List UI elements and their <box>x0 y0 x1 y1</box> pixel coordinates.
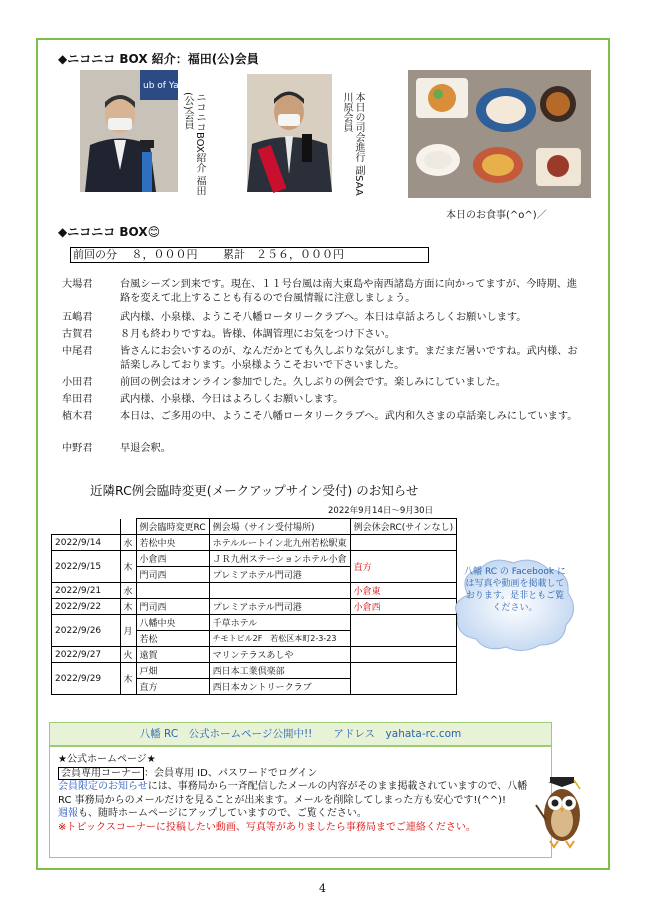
message-name: 中野君 <box>62 443 93 454</box>
club-cell: 直方 <box>136 679 209 695</box>
message-name: 植木君 <box>62 411 93 422</box>
date-cell: 2022/9/14 <box>52 535 121 551</box>
column-header: 例会臨時変更RC <box>136 519 209 535</box>
photo1-caption: ニコニコBOX紹介 福田(公)会員 <box>182 92 205 196</box>
club-cell: 遠賀 <box>136 647 209 663</box>
notice-period: 2022年9月14日～9月30日 <box>328 506 434 516</box>
section2-title: ◆ニコニコ BOX😊 <box>58 225 161 239</box>
sign-text: ub of Yahata <box>143 81 199 91</box>
date-cell: 2022/9/22 <box>52 599 121 615</box>
members-info-label: 会員限定のお知らせ <box>58 781 148 792</box>
day-cell: 木 <box>120 599 136 615</box>
message-text: 武内様、小泉様、ようこそ八幡ロータリークラブへ。本日は卓話よろしくお願いします。 <box>120 312 527 323</box>
place-cell: 西日本カントリークラブ <box>209 679 350 695</box>
members-text: ：会員専用 ID、パスワードでログイン <box>144 767 318 779</box>
photo2-caption: 本日の司会進行 副SAA 川原会員 <box>341 92 364 196</box>
message-name: 五嶋君 <box>62 312 93 323</box>
section1-title: ◆ニコニコ BOX 紹介：福田(公)会員 <box>58 52 259 66</box>
place-cell: チモトビル2F 若松区本町2-3-23 <box>209 631 350 647</box>
report-text: も、随時ホームページにアップしていますので、ご覧ください。 <box>78 808 367 819</box>
photo3-caption: 本日のお食事(^o^)／ <box>446 210 547 221</box>
column-header: 例会場（サイン受付場所) <box>209 519 350 535</box>
day-cell: 水 <box>120 583 136 599</box>
date-cell: 2022/9/21 <box>52 583 121 599</box>
schedule-table <box>51 518 457 695</box>
club-cell: 八幡中央 <box>136 615 209 631</box>
place-cell: ホテルルートイン北九州若松駅東 <box>209 535 350 551</box>
message-row <box>62 278 582 306</box>
message-name: 大場君 <box>62 279 93 290</box>
members-label: 会員専用コーナー <box>58 767 144 780</box>
column-header: 例会休会RC(サインなし) <box>350 519 456 535</box>
message-text: 本日は、ご多用の中、ようこそ八幡ロータリークラブへ。武内和久さまの卓話楽しみにしています。 <box>120 411 578 422</box>
report-label: 週報 <box>58 808 78 819</box>
topics-line: ※トピックスコーナーに投稿したい動画、写真等がありましたら事務局までご連絡ください。 <box>58 821 476 833</box>
photo-meal <box>408 70 591 198</box>
photo-kawahara <box>247 74 332 192</box>
members-info-text: には、事務局から一斉配信したメールの内容がそのまま掲載されていますので、八幡 RC 事務局からのメールだけを見ることが出来ます。メールを削除してしまった方も安心です!(^^)! <box>58 781 528 806</box>
homepage-heading: ★公式ホームページ★ <box>58 754 156 765</box>
report-line <box>58 807 543 821</box>
date-cell: 2022/9/29 <box>52 663 121 695</box>
table-row <box>52 551 457 567</box>
facebook-notice: 八幡 RC の Facebook には写真や動画を掲載しております。是非ともご覧ください。 <box>464 567 566 613</box>
club-cell: 門司西 <box>136 567 209 583</box>
table-row <box>52 647 457 663</box>
members-line <box>58 767 543 781</box>
off-cell: 小倉東 <box>350 583 456 599</box>
off-cell <box>350 647 456 663</box>
place-cell: 西日本工業倶楽部 <box>209 663 350 679</box>
message-name: 牟田君 <box>62 394 93 405</box>
date-cell: 2022/9/15 <box>52 551 121 583</box>
homepage-info-box <box>49 746 552 858</box>
members-info-line <box>58 780 543 807</box>
club-cell: 門司西 <box>136 599 209 615</box>
table-header-row <box>52 519 457 535</box>
message-name: 中尾君 <box>62 346 93 357</box>
club-cell <box>136 583 209 599</box>
day-cell: 火 <box>120 647 136 663</box>
place-cell <box>209 583 350 599</box>
message-text: 皆さんにお会いするのが、なんだかとても久しぶりな気がします。まだまだ暑いですね。武内様、お話楽しみしております。小泉様ようこそおいで下さいました。 <box>120 346 578 371</box>
club-cell: 若松中央 <box>136 535 209 551</box>
off-cell <box>350 535 456 551</box>
club-cell: 小倉西 <box>136 551 209 567</box>
homepage-banner: 八幡 RC 公式ホームページ公開中!! アドレス yahata-rc.com <box>49 722 552 746</box>
table-row <box>52 663 457 679</box>
message-text: 台風シーズン到来です。現在、１１号台風は南大東島や南西諸島方面に向かってますが、今時期、進路を変えて北上することも有るので台風情報に注意しましょう。 <box>120 279 578 304</box>
day-cell: 月 <box>120 615 136 647</box>
message-text: 前回の例会はオンライン参加でした。久しぶりの例会です。楽しみにしていました。 <box>120 377 506 388</box>
place-cell: プレミアホテル門司港 <box>209 567 350 583</box>
page-number: 4 <box>319 882 326 895</box>
off-cell: 小倉西 <box>350 599 456 615</box>
day-cell: 水 <box>120 535 136 551</box>
day-cell: 木 <box>120 551 136 583</box>
place-cell: マリンテラスあしや <box>209 647 350 663</box>
club-cell: 戸畑 <box>136 663 209 679</box>
table-row <box>52 615 457 631</box>
off-cell <box>350 663 456 695</box>
off-cell: 直方 <box>350 551 456 583</box>
date-cell: 2022/9/27 <box>52 647 121 663</box>
notice-title: 近隣RC例会臨時変更(メークアップサイン受付) のお知らせ <box>90 483 419 498</box>
message-text: ８月も終わりですね。皆様、体調管理にお気をつけ下さい。 <box>120 329 396 340</box>
table-row <box>52 535 457 551</box>
place-cell: ＪＲ九州ステーションホテル小倉 <box>209 551 350 567</box>
message-text: 早退会釈。 <box>120 443 171 454</box>
table-row <box>52 599 457 615</box>
date-cell: 2022/9/26 <box>52 615 121 647</box>
place-cell: プレミアホテル門司港 <box>209 599 350 615</box>
owl-icon <box>532 775 594 857</box>
tally-box: 前回の分 ８，０００円 累計 ２５６，０００円 <box>70 247 429 263</box>
off-cell <box>350 615 456 647</box>
message-name: 小田君 <box>62 377 93 388</box>
place-cell: 千草ホテル <box>209 615 350 631</box>
message-name: 古賀君 <box>62 329 93 340</box>
club-cell: 若松 <box>136 631 209 647</box>
table-row <box>52 583 457 599</box>
day-cell: 木 <box>120 663 136 695</box>
message-text: 武内様、小泉様、今日はよろしくお願いします。 <box>120 394 344 405</box>
